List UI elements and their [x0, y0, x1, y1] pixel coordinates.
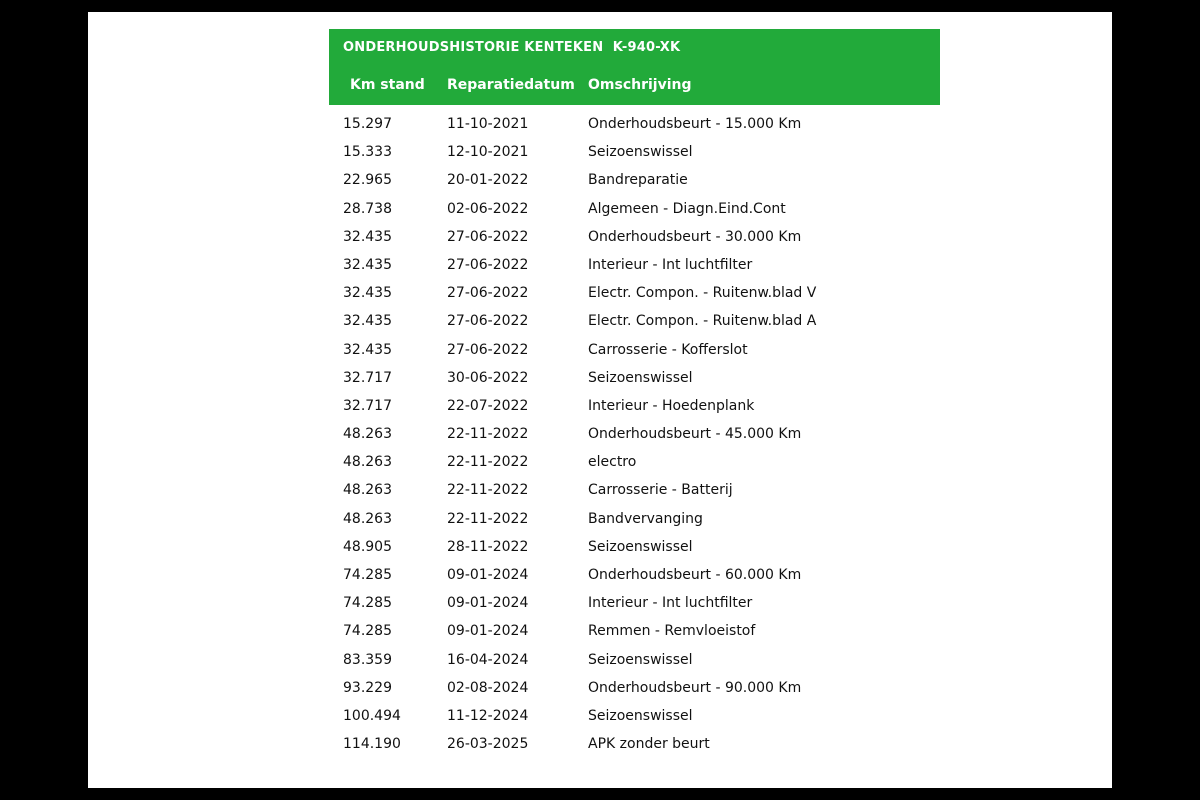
km-cell: 114.190 — [343, 736, 401, 753]
description-cell: Carrosserie - Batterij — [588, 482, 733, 499]
table-row — [329, 336, 940, 364]
description-cell: Seizoenswissel — [588, 369, 693, 386]
km-cell: 32.435 — [343, 256, 392, 273]
description-cell: Electr. Compon. - Ruitenw.blad A — [588, 313, 817, 330]
date-cell: 11-12-2024 — [447, 707, 529, 724]
description-cell: Carrosserie - Kofferslot — [588, 341, 748, 358]
description-cell: Onderhoudsbeurt - 30.000 Km — [588, 228, 802, 245]
km-cell: 15.333 — [343, 144, 392, 161]
table-body — [329, 105, 940, 758]
maintenance-history-table — [329, 29, 940, 758]
description-cell: Seizoenswissel — [588, 707, 693, 724]
table-row — [329, 448, 940, 476]
document-page — [88, 12, 1112, 788]
km-cell: 93.229 — [343, 679, 392, 696]
table-row — [329, 476, 940, 504]
table-row — [329, 110, 940, 138]
date-cell: 22-07-2022 — [447, 397, 529, 414]
date-cell: 27-06-2022 — [447, 256, 529, 273]
date-cell: 16-04-2024 — [447, 651, 529, 668]
km-cell: 74.285 — [343, 567, 392, 583]
km-cell: 48.263 — [343, 510, 392, 527]
table-row — [329, 617, 940, 645]
table-header — [329, 29, 940, 105]
table-row — [329, 279, 940, 307]
km-cell: 32.435 — [343, 313, 392, 330]
column-header-date: Reparatiedatum — [447, 77, 575, 93]
description-cell: Bandreparatie — [588, 172, 688, 189]
description-cell: Onderhoudsbeurt - 45.000 Km — [588, 426, 802, 443]
date-cell: 30-06-2022 — [447, 369, 529, 386]
km-cell: 74.285 — [343, 595, 392, 612]
table-row — [329, 674, 940, 702]
column-header-description: Omschrijving — [588, 77, 692, 93]
description-cell: Onderhoudsbeurt - 15.000 Km — [588, 116, 802, 132]
description-cell: Interieur - Int luchtfilter — [588, 256, 753, 273]
date-cell: 22-11-2022 — [447, 482, 529, 499]
description-cell: Seizoenswissel — [588, 144, 693, 161]
table-row — [329, 138, 940, 166]
date-cell: 27-06-2022 — [447, 341, 529, 358]
table-row — [329, 195, 940, 223]
km-cell: 48.263 — [343, 482, 392, 499]
description-cell: Onderhoudsbeurt - 60.000 Km — [588, 567, 802, 583]
description-cell: Onderhoudsbeurt - 90.000 Km — [588, 679, 802, 696]
date-cell: 12-10-2021 — [447, 144, 529, 161]
km-cell: 32.435 — [343, 285, 392, 302]
table-row — [329, 364, 940, 392]
km-cell: 48.905 — [343, 538, 392, 555]
date-cell: 11-10-2021 — [447, 116, 529, 132]
table-row — [329, 166, 940, 194]
table-row — [329, 589, 940, 617]
description-cell: Remmen - Remvloeistof — [588, 623, 756, 640]
table-row — [329, 223, 940, 251]
table-row — [329, 307, 940, 335]
date-cell: 27-06-2022 — [447, 228, 529, 245]
km-cell: 32.435 — [343, 228, 392, 245]
description-cell: Algemeen - Diagn.Eind.Cont — [588, 200, 786, 217]
km-cell: 32.717 — [343, 369, 392, 386]
km-cell: 74.285 — [343, 623, 392, 640]
description-cell: Interieur - Int luchtfilter — [588, 595, 753, 612]
date-cell: 09-01-2024 — [447, 567, 529, 583]
km-cell: 28.738 — [343, 200, 392, 217]
table-row — [329, 251, 940, 279]
km-cell: 22.965 — [343, 172, 392, 189]
description-cell: Seizoenswissel — [588, 651, 693, 668]
date-cell: 22-11-2022 — [447, 454, 529, 471]
date-cell: 27-06-2022 — [447, 313, 529, 330]
table-row — [329, 420, 940, 448]
table-row — [329, 646, 940, 674]
km-cell: 32.435 — [343, 341, 392, 358]
date-cell: 02-08-2024 — [447, 679, 529, 696]
km-cell: 48.263 — [343, 426, 392, 443]
table-row — [329, 561, 940, 589]
description-cell: Seizoenswissel — [588, 538, 693, 555]
description-cell: APK zonder beurt — [588, 736, 710, 753]
table-row — [329, 730, 940, 758]
description-cell: Interieur - Hoedenplank — [588, 397, 755, 414]
date-cell: 22-11-2022 — [447, 426, 529, 443]
description-cell: Electr. Compon. - Ruitenw.blad V — [588, 285, 817, 302]
date-cell: 26-03-2025 — [447, 736, 529, 753]
date-cell: 09-01-2024 — [447, 595, 529, 612]
table-row — [329, 533, 940, 561]
table-row — [329, 505, 940, 533]
table-row — [329, 702, 940, 730]
table-row — [329, 392, 940, 420]
description-cell: electro — [588, 454, 637, 471]
km-cell: 32.717 — [343, 397, 392, 414]
date-cell: 20-01-2022 — [447, 172, 529, 189]
date-cell: 27-06-2022 — [447, 285, 529, 302]
km-cell: 83.359 — [343, 651, 392, 668]
date-cell: 22-11-2022 — [447, 510, 529, 527]
km-cell: 48.263 — [343, 454, 392, 471]
date-cell: 02-06-2022 — [447, 200, 529, 217]
km-cell: 15.297 — [343, 116, 392, 132]
date-cell: 09-01-2024 — [447, 623, 529, 640]
table-title: ONDERHOUDSHISTORIE KENTEKEN K-940-XK — [343, 40, 681, 55]
date-cell: 28-11-2022 — [447, 538, 529, 555]
description-cell: Bandvervanging — [588, 510, 703, 527]
km-cell: 100.494 — [343, 707, 401, 724]
column-header-km: Km stand — [350, 77, 425, 93]
